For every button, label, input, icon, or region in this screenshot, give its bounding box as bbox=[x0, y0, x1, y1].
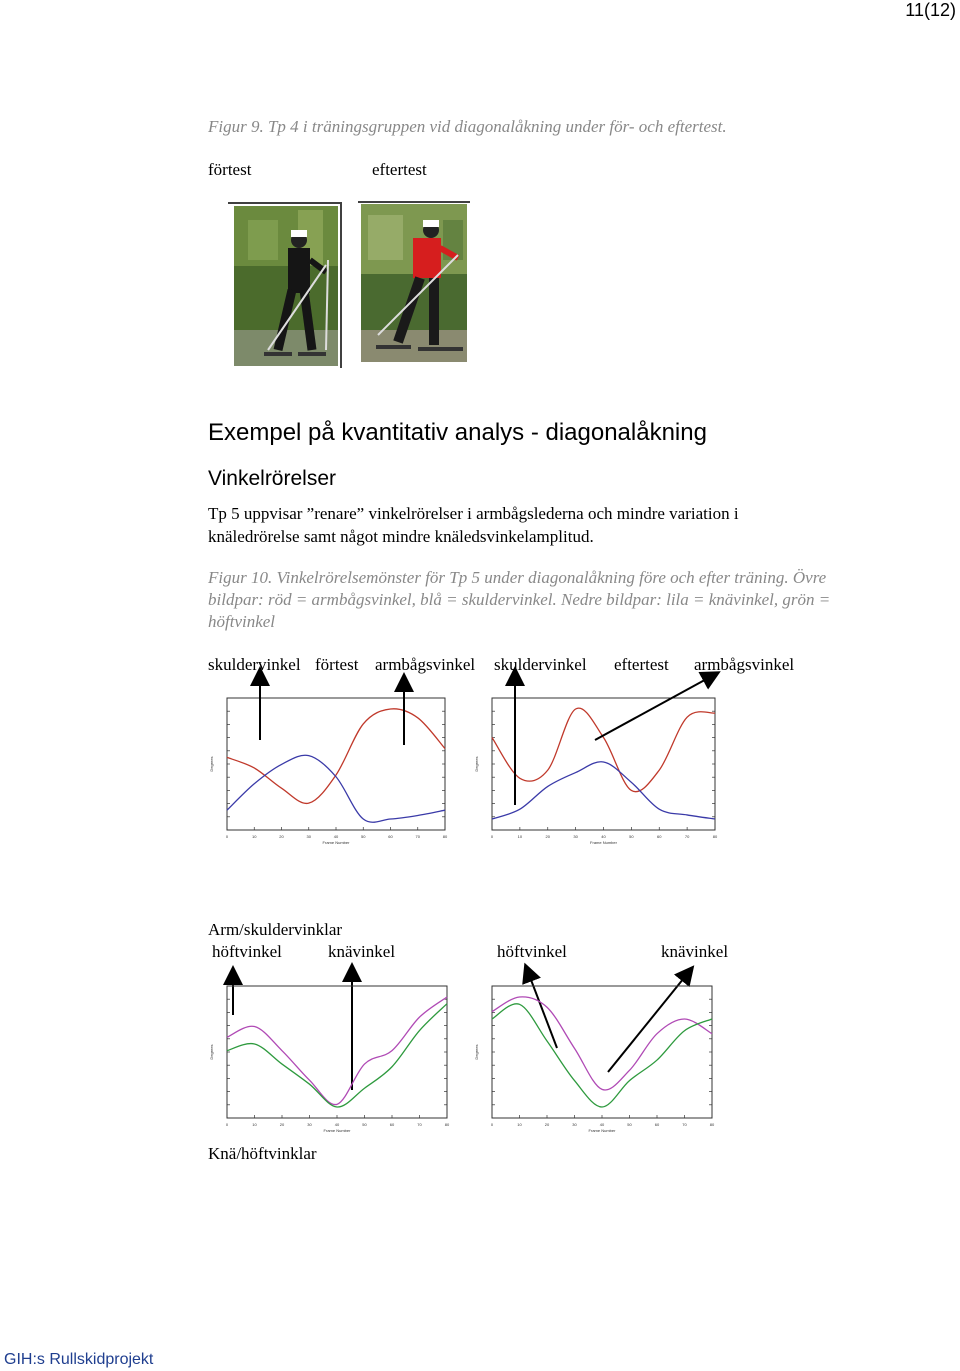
x-tick-label: 80 bbox=[444, 1122, 450, 1127]
x-tick-label: 60 bbox=[389, 1122, 395, 1127]
x-tick-label: 40 bbox=[334, 1122, 340, 1127]
x-axis-label: Frame Number bbox=[322, 840, 350, 845]
series-line-2 bbox=[492, 762, 715, 819]
x-tick-label: 40 bbox=[599, 1122, 605, 1127]
x-tick-label: 10 bbox=[517, 834, 523, 839]
photo-label-after: eftertest bbox=[372, 160, 427, 179]
plot-frame bbox=[492, 986, 712, 1118]
photo-label-before: förtest bbox=[208, 160, 252, 179]
y-axis-label: Degrees bbox=[209, 1044, 214, 1060]
figure-10-caption: Figur 10. Vinkelrörelsemönster för Tp 5 under diagonalåkning före och efter träning. Övre bildpar: röd = armbågsvinkel, blå = skuldervinkel. Nedre bildpar: lila = knävinkel, grön = höftvinkel bbox=[208, 568, 831, 631]
x-tick-label: 60 bbox=[654, 1122, 660, 1127]
lower-label-hip-before: höftvinkel bbox=[212, 942, 282, 961]
upper-label-shoulder-before: skuldervinkel bbox=[208, 655, 301, 674]
section-subheading: Vinkelrörelser bbox=[208, 467, 336, 490]
plot-frame bbox=[492, 698, 715, 830]
plot-frame bbox=[227, 986, 447, 1118]
x-tick-label: 50 bbox=[629, 834, 634, 839]
x-tick-label: 50 bbox=[362, 1122, 367, 1127]
series-line-1 bbox=[492, 997, 712, 1090]
chart-arm-shoulder-pretest bbox=[205, 690, 465, 850]
x-tick-label: 40 bbox=[333, 834, 339, 839]
x-axis-label: Frame Number bbox=[590, 840, 617, 845]
series-line-2 bbox=[227, 1004, 447, 1107]
x-tick-label: 70 bbox=[417, 1122, 422, 1127]
y-axis-label: Degrees bbox=[474, 756, 479, 772]
x-tick-label: 80 bbox=[712, 834, 718, 839]
page-number: 11(12) bbox=[905, 0, 956, 20]
x-tick-label: 10 bbox=[517, 1122, 522, 1127]
x-tick-label: 0 bbox=[225, 1122, 229, 1127]
chart-arm-shoulder-posttest bbox=[470, 690, 735, 850]
x-tick-label: 20 bbox=[279, 834, 284, 839]
upper-label-elbow-after: armbågsvinkel bbox=[694, 655, 795, 674]
x-tick-label: 50 bbox=[361, 834, 366, 839]
upper-label-posttest: eftertest bbox=[614, 655, 669, 674]
x-tick-label: 0 bbox=[490, 834, 494, 839]
x-tick-label: 10 bbox=[252, 834, 257, 839]
y-axis-label: Degrees bbox=[474, 1044, 479, 1060]
chart-knee-hip-pretest bbox=[205, 978, 467, 1138]
x-tick-label: 30 bbox=[573, 834, 578, 839]
series-line-1 bbox=[227, 997, 447, 1105]
photo-skier-before bbox=[228, 200, 342, 368]
x-tick-label: 70 bbox=[415, 834, 420, 839]
bottom-section-title: Knä/höftvinklar bbox=[208, 1144, 317, 1163]
upper-label-pretest: förtest bbox=[315, 655, 359, 674]
x-tick-label: 0 bbox=[225, 834, 229, 839]
x-tick-label: 50 bbox=[627, 1122, 632, 1127]
series-line-2 bbox=[227, 755, 445, 822]
lower-label-knee-after: knävinkel bbox=[661, 942, 729, 961]
series-line-1 bbox=[227, 709, 445, 804]
x-tick-label: 80 bbox=[442, 834, 448, 839]
lower-label-knee-before: knävinkel bbox=[328, 942, 396, 961]
figure-9-caption: Figur 9. Tp 4 i träningsgruppen vid diagonalåkning under för- och eftertest. bbox=[208, 117, 727, 136]
x-tick-label: 60 bbox=[657, 834, 662, 839]
plot-frame bbox=[227, 698, 445, 830]
body-paragraph: Tp 5 uppvisar ”renare” vinkelrörelser i armbågslederna och mindre variation i knäledrörelse samt något mindre knäledsvinkelamplitud. bbox=[208, 504, 739, 546]
x-tick-label: 20 bbox=[544, 1122, 550, 1127]
x-tick-label: 70 bbox=[682, 1122, 687, 1127]
x-tick-label: 60 bbox=[388, 834, 393, 839]
lower-label-hip-after: höftvinkel bbox=[497, 942, 567, 961]
x-tick-label: 10 bbox=[252, 1122, 257, 1127]
x-tick-label: 30 bbox=[572, 1122, 577, 1127]
x-axis-label: Frame Number bbox=[323, 1128, 351, 1133]
upper-label-elbow-before: armbågsvinkel bbox=[375, 655, 476, 674]
x-axis-label: Frame Number bbox=[588, 1128, 616, 1133]
x-tick-label: 30 bbox=[306, 834, 311, 839]
upper-label-shoulder-after: skuldervinkel bbox=[494, 655, 587, 674]
x-tick-label: 80 bbox=[709, 1122, 715, 1127]
chart-knee-hip-posttest bbox=[470, 978, 732, 1138]
x-tick-label: 0 bbox=[490, 1122, 494, 1127]
photo-skier-after bbox=[358, 200, 470, 365]
x-tick-label: 30 bbox=[307, 1122, 312, 1127]
footer-text: GIH:s Rullskidprojekt bbox=[4, 1351, 154, 1368]
series-line-1 bbox=[492, 708, 715, 792]
x-tick-label: 20 bbox=[545, 834, 550, 839]
lower-section-title: Arm/skuldervinklar bbox=[208, 920, 343, 939]
y-axis-label: Degrees bbox=[209, 756, 214, 772]
x-tick-label: 20 bbox=[279, 1122, 285, 1127]
x-tick-label: 70 bbox=[684, 834, 690, 839]
x-tick-label: 40 bbox=[601, 834, 606, 839]
section-heading: Exempel på kvantitativ analys - diagonalåkning bbox=[208, 419, 707, 446]
